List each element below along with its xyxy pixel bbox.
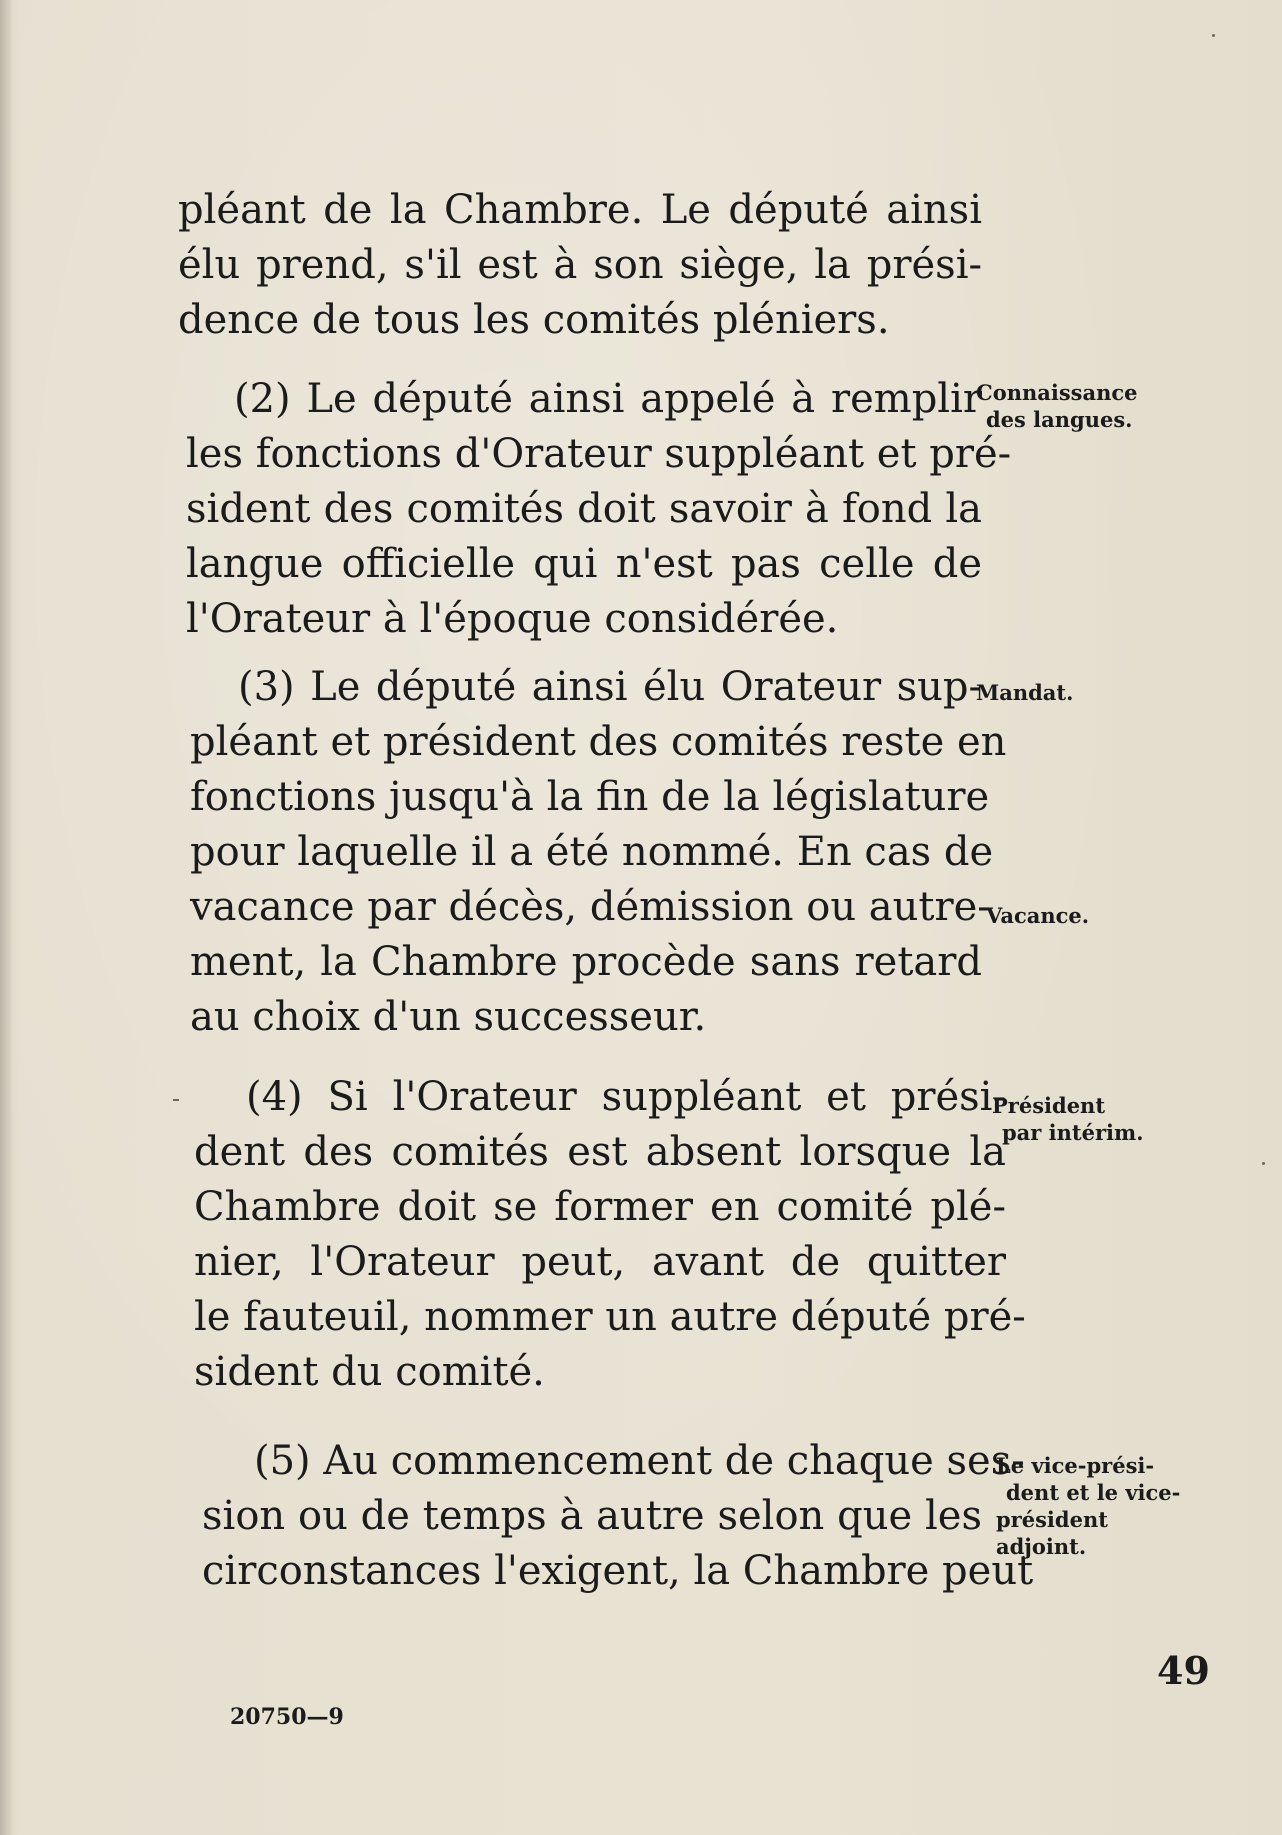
margin-note-line: adjoint. xyxy=(996,1534,1087,1559)
paragraph-5 xyxy=(202,1434,1034,1599)
paragraph-3 xyxy=(190,660,1007,1045)
text-line: sident des comités doit savoir à fond la xyxy=(186,486,982,532)
page-left-edge xyxy=(0,0,12,1835)
margin-note-vacancy xyxy=(986,902,1089,929)
text-line: vacance par décès, démission ou autre- xyxy=(190,884,991,930)
paper-speck xyxy=(1212,34,1215,37)
text-line: sident du comité. xyxy=(194,1349,545,1395)
text-line: fonctions jusqu'à la fin de la législature xyxy=(190,774,990,820)
text-line: élu prend, s'il est à son siège, la prési- xyxy=(178,242,982,288)
text-line: nier, l'Orateur peut, avant de quitter xyxy=(194,1239,1006,1285)
text-line: circonstances l'exigent, la Chambre peut xyxy=(202,1548,1034,1594)
margin-note-line: Le vice-prési- xyxy=(996,1453,1155,1478)
text-line: (5) Au commencement de chaque ses- xyxy=(254,1438,1025,1484)
paragraph-2 xyxy=(186,372,1012,647)
text-line: le fauteuil, nommer un autre député pré- xyxy=(194,1294,1026,1340)
margin-note-line: Président xyxy=(992,1093,1106,1118)
text-line: langue officielle qui n'est pas celle de xyxy=(186,541,982,587)
text-line: pour laquelle il a été nommé. En cas de xyxy=(190,829,994,875)
paragraph-4 xyxy=(194,1070,1026,1400)
margin-note-languages xyxy=(976,379,1138,433)
paper-speck xyxy=(173,1099,179,1101)
margin-note-vice-president xyxy=(996,1452,1180,1560)
text-line: les fonctions d'Orateur suppléant et pré- xyxy=(186,431,1012,477)
text-line: l'Orateur à l'époque considérée. xyxy=(186,596,839,642)
text-line: (2) Le député ainsi appelé à remplir xyxy=(234,376,982,422)
text-line: sion ou de temps à autre selon que les xyxy=(202,1493,982,1539)
paper-speck xyxy=(1262,1162,1265,1165)
margin-note-line: des langues. xyxy=(986,407,1133,432)
printer-signature: 20750—9 xyxy=(230,1704,344,1730)
text-line: au choix d'un successeur. xyxy=(190,994,707,1040)
text-line: (3) Le député ainsi élu Orateur sup- xyxy=(238,664,982,710)
margin-note-line: Vacance. xyxy=(986,903,1090,928)
margin-note-line: Mandat. xyxy=(976,680,1074,705)
text-line: ment, la Chambre procède sans retard xyxy=(190,939,982,985)
margin-note-line: par intérim. xyxy=(1002,1120,1144,1145)
text-line: pléant de la Chambre. Le député ainsi xyxy=(178,187,982,233)
margin-note-line: dent et le vice- xyxy=(1006,1480,1181,1505)
text-line: dence de tous les comités pléniers. xyxy=(178,297,890,343)
margin-note-interim-president xyxy=(992,1092,1144,1146)
text-line: dent des comités est absent lorsque la xyxy=(194,1129,1006,1175)
paragraph-1 xyxy=(178,183,982,348)
text-line: Chambre doit se former en comité plé- xyxy=(194,1184,1006,1230)
margin-note-line: Connaissance xyxy=(976,380,1138,405)
page-number: 49 xyxy=(1157,1648,1210,1693)
text-line: (4) Si l'Orateur suppléant et prési- xyxy=(246,1074,1006,1120)
text-line: pléant et président des comités reste en xyxy=(190,719,1007,765)
margin-note-mandate xyxy=(976,679,1073,706)
margin-note-line: président xyxy=(996,1507,1108,1532)
